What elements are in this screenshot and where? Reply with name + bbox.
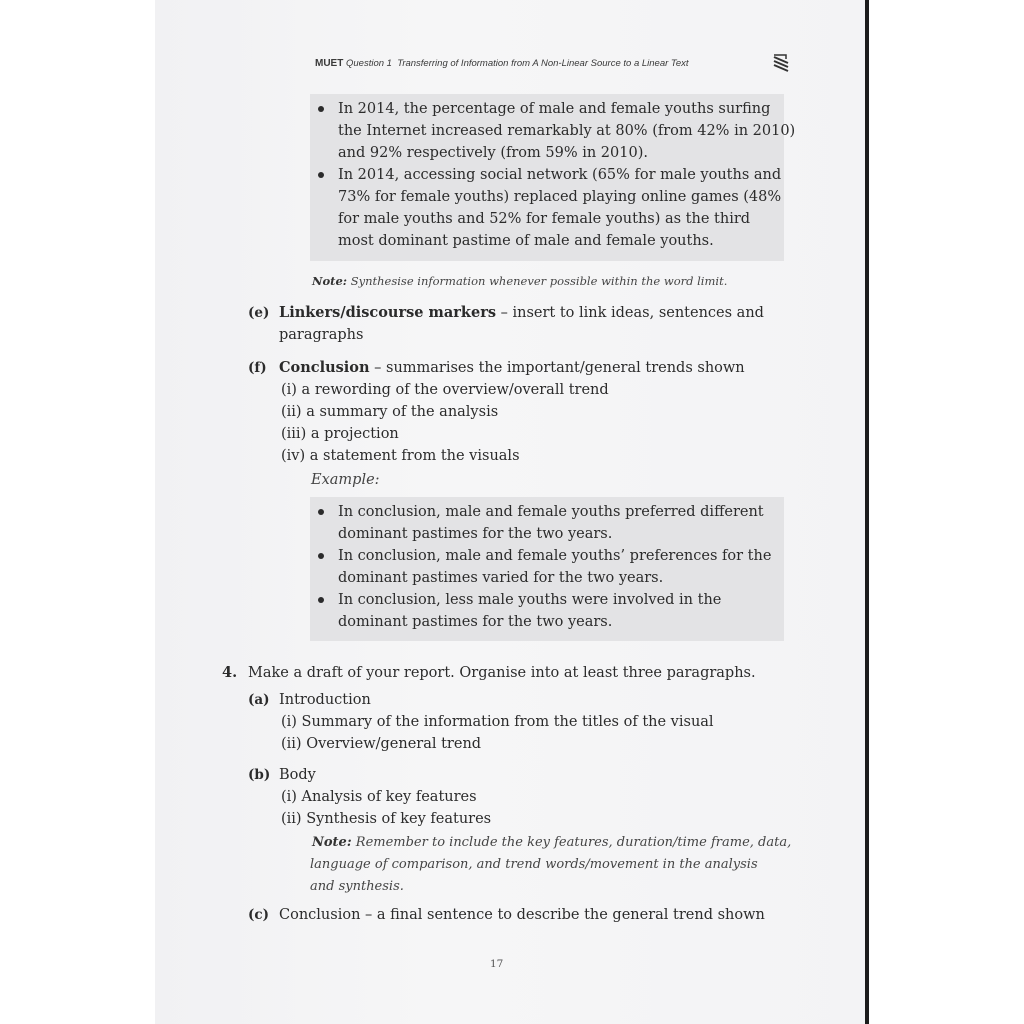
- note-text: Synthesise information whenever possible within the word limit.: [350, 274, 728, 288]
- box1-line: the Internet increased remarkably at 80% (from 42% in 2010): [338, 123, 796, 139]
- box1-line: 73% for female youths) replaced playing online games (48%: [338, 189, 782, 205]
- step-text: Make a draft of your report. Organise into at least three paragraphs.: [248, 665, 756, 681]
- step4-a-sub: (i) Summary of the information from the titles of the visual: [281, 714, 714, 730]
- step4-b-sub: (ii) Synthesis of key features: [281, 811, 492, 827]
- box1-line: and 92% respectively (from 59% in 2010).: [338, 145, 648, 161]
- bullet-dot: [318, 509, 324, 515]
- step4-b-note: [312, 832, 791, 854]
- note-label: Note:: [312, 835, 352, 850]
- item-e-text: – insert to link ideas, sentences and: [500, 305, 764, 321]
- box1-line: for male youths and 52% for female youths) as the third: [338, 211, 751, 227]
- item-f-sub: (iii) a projection: [281, 426, 399, 442]
- item-f-line: [279, 357, 745, 379]
- box1-line: In 2014, the percentage of male and female youths surfing: [338, 101, 771, 117]
- box2-line: In conclusion, less male youths were involved in the: [338, 592, 722, 608]
- bullet-dot: [318, 106, 324, 112]
- header-series: MUET: [315, 58, 344, 69]
- page-number: 17: [490, 958, 504, 970]
- box2-line: In conclusion, male and female youths’ preferences for the: [338, 548, 772, 564]
- step4-a-title: Introduction: [279, 692, 371, 708]
- note-text: Remember to include the key features, duration/time frame, data,: [355, 835, 792, 850]
- item-f-sub: (ii) a summary of the analysis: [281, 404, 499, 420]
- step4-c-text: Conclusion – a final sentence to describe the general trend shown: [279, 907, 765, 923]
- bullet-dot: [318, 597, 324, 603]
- item-f-sub: (i) a rewording of the overview/overall trend: [281, 382, 609, 398]
- item-f-text: – summarises the important/general trends shown: [374, 360, 745, 376]
- step4-b-sub: (i) Analysis of key features: [281, 789, 477, 805]
- step4-c-marker: (c): [248, 907, 269, 923]
- step4-a-sub: (ii) Overview/general trend: [281, 736, 482, 752]
- page-edge: [865, 0, 869, 1024]
- header-logo-icon: [772, 53, 790, 73]
- item-f-title: Conclusion: [279, 359, 370, 376]
- note-synthesise: [312, 270, 727, 292]
- step4-b-note-line: language of comparison, and trend words/movement in the analysis: [310, 857, 758, 872]
- step4-a-marker: (a): [248, 692, 270, 708]
- running-header: [315, 58, 790, 76]
- step-number: 4.: [222, 664, 238, 681]
- bullet-dot: [318, 172, 324, 178]
- step4-b-title: Body: [279, 767, 316, 783]
- step4-b-note-line: and synthesis.: [310, 879, 404, 894]
- box1-line: most dominant pastime of male and female youths.: [338, 233, 714, 249]
- header-question: Question 1: [345, 58, 392, 69]
- box2-line: dominant pastimes for the two years.: [338, 614, 613, 630]
- box2-line: dominant pastimes varied for the two years.: [338, 570, 664, 586]
- box1-line: In 2014, accessing social network (65% for male youths and: [338, 167, 782, 183]
- box2-line: dominant pastimes for the two years.: [338, 526, 613, 542]
- item-e-text-cont: paragraphs: [279, 327, 364, 343]
- item-f-sub: (iv) a statement from the visuals: [281, 448, 520, 464]
- header-topic: Transferring of Information from A Non-Linear Source to a Linear Text: [397, 58, 689, 69]
- item-f-marker: (f): [248, 360, 267, 376]
- item-e-title: Linkers/discourse markers: [279, 304, 496, 321]
- bullet-dot: [318, 553, 324, 559]
- step4-b-marker: (b): [248, 767, 271, 783]
- box2-line: In conclusion, male and female youths preferred different: [338, 504, 764, 520]
- example-label: Example:: [311, 472, 380, 488]
- note-label: Note:: [312, 274, 348, 288]
- item-e-marker: (e): [248, 305, 270, 321]
- item-e-line: [279, 302, 764, 324]
